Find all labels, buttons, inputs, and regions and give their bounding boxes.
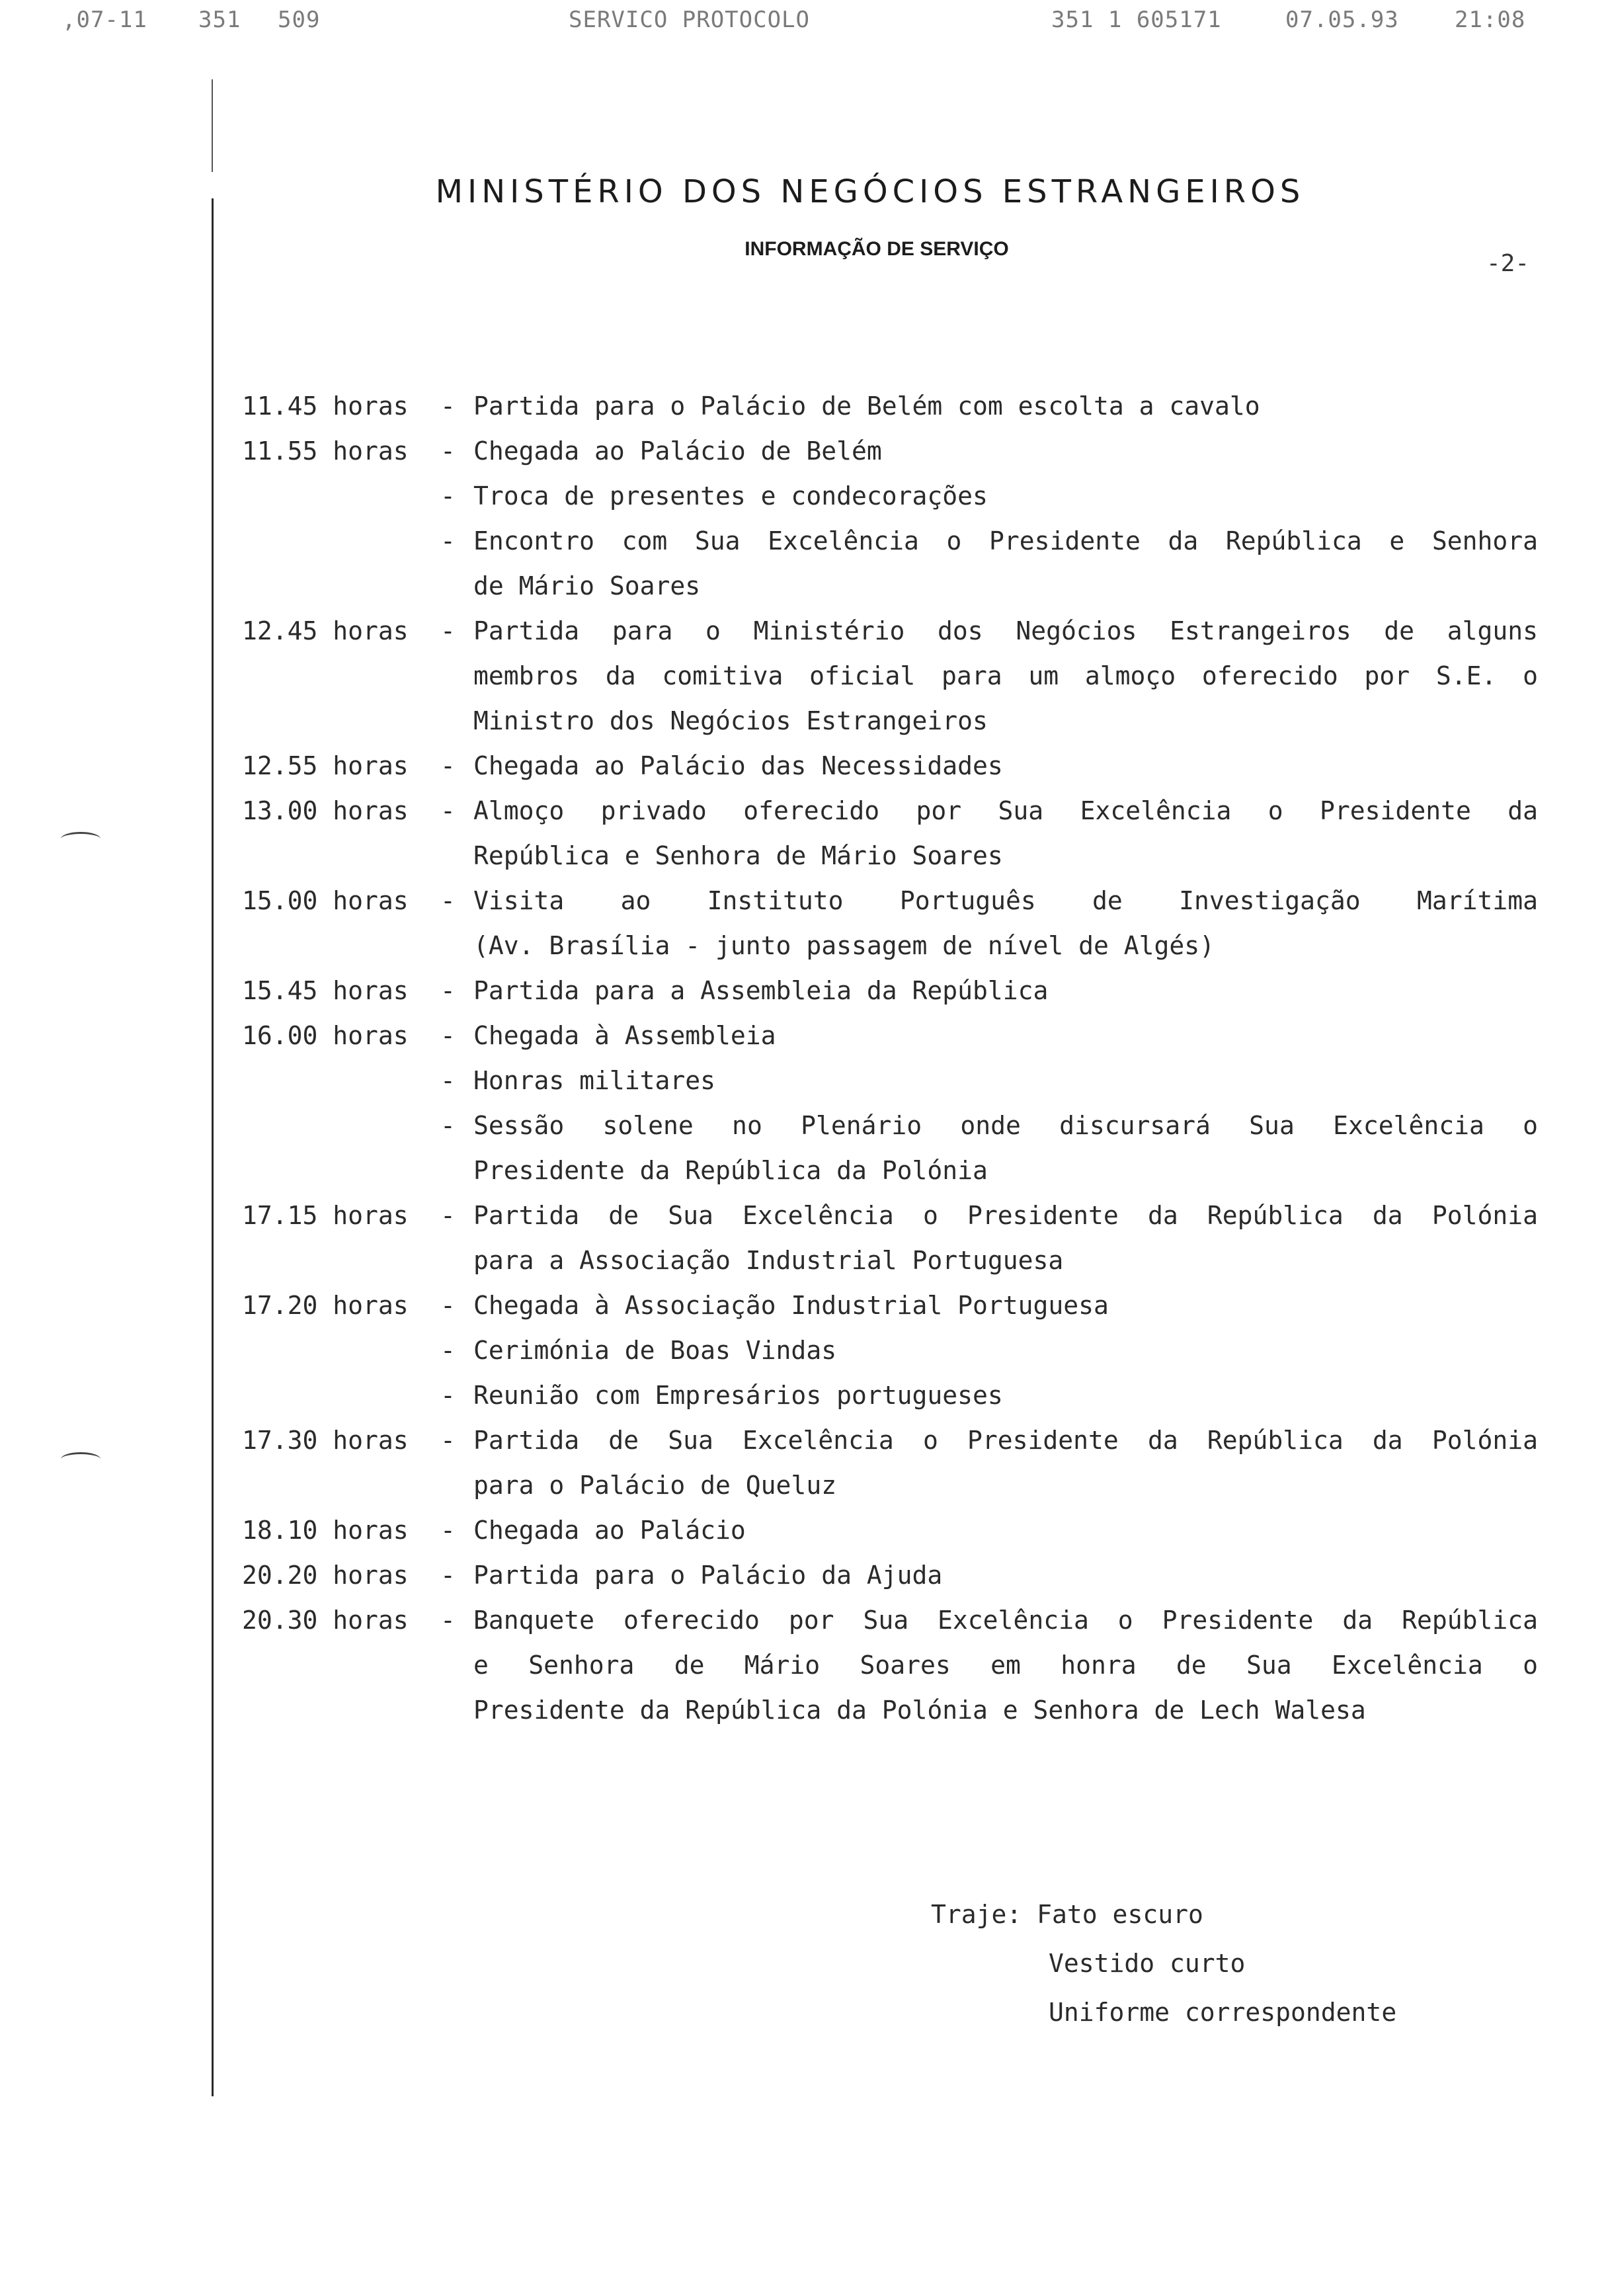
entry-dash: - <box>440 391 456 421</box>
entry-description <box>473 968 1538 1013</box>
entry-line: Ministro dos Negócios Estrangeiros <box>473 706 988 735</box>
schedule-entry <box>242 1373 1538 1418</box>
entry-description <box>473 608 1538 743</box>
entry-dash: - <box>440 1291 456 1320</box>
entry-line: Chegada à Assembleia <box>473 1021 776 1050</box>
entry-description <box>473 1058 1538 1103</box>
schedule-entry <box>242 473 1538 518</box>
schedule-list <box>242 384 1538 1733</box>
dress-code-label: Traje: <box>931 1900 1022 1929</box>
schedule-entry <box>242 1283 1538 1328</box>
entry-line: Partida para o Palácio de Belém com escolta a cavalo <box>473 391 1260 421</box>
margin-rule-top <box>212 79 213 172</box>
entry-time: 15.45 horas <box>242 976 409 1005</box>
schedule-entry <box>242 1508 1538 1553</box>
entry-dash: - <box>440 976 456 1005</box>
entry-line: Troca de presentes e condecorações <box>473 481 988 511</box>
entry-dash: - <box>440 1021 456 1050</box>
entry-dash: - <box>440 1066 456 1095</box>
entry-dash: - <box>440 436 456 466</box>
document-subtitle: INFORMAÇÃO DE SERVIÇO <box>744 238 1009 260</box>
punch-mark <box>61 832 100 846</box>
entry-line: e Senhora de Mário Soares em honra de Sua Excelência o <box>473 1651 1538 1680</box>
entry-dash: - <box>440 616 456 645</box>
entry-line: República e Senhora de Mário Soares <box>473 841 1003 870</box>
entry-dash: - <box>440 1336 456 1365</box>
entry-description <box>473 429 1538 473</box>
entry-dash: - <box>440 1606 456 1635</box>
entry-line: Partida para a Assembleia da República <box>473 976 1049 1005</box>
entry-dash: - <box>440 796 456 825</box>
entry-description <box>473 1328 1538 1373</box>
entry-dash: - <box>440 526 456 555</box>
entry-description <box>473 788 1538 878</box>
entry-line: Chegada ao Palácio <box>473 1516 746 1545</box>
fax-transmission-header <box>0 7 1608 46</box>
ministry-title: MINISTÉRIO DOS NEGÓCIOS ESTRANGEIROS <box>435 173 1305 210</box>
entry-time: 15.00 horas <box>242 886 409 915</box>
entry-time: 12.55 horas <box>242 751 409 780</box>
entry-description <box>473 473 1538 518</box>
dress-code <box>931 1890 1396 2037</box>
entry-description <box>473 878 1538 968</box>
schedule-entry <box>242 743 1538 788</box>
entry-time: 13.00 horas <box>242 796 409 825</box>
schedule-entry <box>242 1193 1538 1283</box>
entry-time: 20.20 horas <box>242 1561 409 1590</box>
entry-description <box>473 384 1538 429</box>
entry-dash: - <box>440 1516 456 1545</box>
entry-time: 17.30 horas <box>242 1426 409 1455</box>
dress-code-item: Uniforme correspondente <box>1049 1998 1397 2027</box>
entry-line: membros da comitiva oficial para um almoço oferecido por S.E. o <box>473 661 1538 690</box>
entry-line: Sessão solene no Plenário onde discursará Sua Excelência o <box>473 1111 1538 1140</box>
schedule-entry <box>242 968 1538 1013</box>
schedule-entry <box>242 518 1538 608</box>
schedule-entry <box>242 1013 1538 1058</box>
entry-line: Presidente da República da Polónia <box>473 1156 988 1185</box>
entry-line: Chegada ao Palácio das Necessidades <box>473 751 1003 780</box>
entry-line: Encontro com Sua Excelência o Presidente da República e Senhora <box>473 526 1538 555</box>
entry-line: Almoço privado oferecido por Sua Excelência o Presidente da <box>473 796 1538 825</box>
entry-time: 12.45 horas <box>242 616 409 645</box>
entry-line: Honras militares <box>473 1066 716 1095</box>
entry-dash: - <box>440 481 456 511</box>
entry-line: Reunião com Empresários portugueses <box>473 1381 1003 1410</box>
schedule-entry <box>242 1598 1538 1733</box>
entry-dash: - <box>440 1561 456 1590</box>
entry-dash: - <box>440 751 456 780</box>
schedule-entry <box>242 1553 1538 1598</box>
schedule-entry <box>242 878 1538 968</box>
entry-line: Presidente da República da Polónia e Senhora de Lech Walesa <box>473 1696 1366 1725</box>
schedule-entry <box>242 429 1538 473</box>
entry-time: 17.15 horas <box>242 1201 409 1230</box>
entry-line: Visita ao Instituto Português de Investigação Marítima <box>473 886 1538 915</box>
schedule-entry <box>242 1058 1538 1103</box>
entry-dash: - <box>440 1201 456 1230</box>
entry-dash: - <box>440 1111 456 1140</box>
fax-time: 21:08 <box>1455 7 1526 33</box>
entry-line: (Av. Brasília - junto passagem de nível de Algés) <box>473 931 1215 960</box>
entry-description <box>473 1193 1538 1283</box>
entry-description <box>473 1508 1538 1553</box>
entry-dash: - <box>440 1381 456 1410</box>
entry-line: Partida para o Palácio da Ajuda <box>473 1561 943 1590</box>
entry-description <box>473 1283 1538 1328</box>
schedule-entry <box>242 1328 1538 1373</box>
entry-time: 17.20 horas <box>242 1291 409 1320</box>
entry-description <box>473 1598 1538 1733</box>
entry-time: 20.30 horas <box>242 1606 409 1635</box>
entry-line: de Mário Soares <box>473 571 701 600</box>
fax-date: 07.05.93 <box>1285 7 1399 33</box>
entry-line: para a Associação Industrial Portuguesa <box>473 1246 1064 1275</box>
schedule-entry <box>242 788 1538 878</box>
entry-time: 18.10 horas <box>242 1516 409 1545</box>
entry-time: 16.00 horas <box>242 1021 409 1050</box>
entry-description <box>473 1103 1538 1193</box>
entry-line: Banquete oferecido por Sua Excelência o Presidente da República <box>473 1606 1538 1635</box>
entry-line: Cerimónia de Boas Vindas <box>473 1336 837 1365</box>
fax-phone-number: 351 1 605171 <box>1051 7 1222 33</box>
schedule-entry <box>242 608 1538 743</box>
margin-rule <box>212 198 214 2096</box>
entry-description <box>473 743 1538 788</box>
fax-number-b: 509 <box>278 7 321 33</box>
entry-line: Partida de Sua Excelência o Presidente da República da Polónia <box>473 1201 1538 1230</box>
entry-description <box>473 1373 1538 1418</box>
fax-sender: SERVICO PROTOCOLO <box>569 7 810 33</box>
entry-time: 11.55 horas <box>242 436 409 466</box>
entry-dash: - <box>440 1426 456 1455</box>
entry-time: 11.45 horas <box>242 391 409 421</box>
page-number: -2- <box>1486 250 1530 277</box>
entry-description <box>473 1013 1538 1058</box>
schedule-entry <box>242 384 1538 429</box>
dress-code-item: Fato escuro <box>1037 1900 1203 1929</box>
entry-description <box>473 1553 1538 1598</box>
fax-number-a: 351 <box>198 7 241 33</box>
dress-code-item: Vestido curto <box>1049 1949 1246 1978</box>
entry-line: Chegada ao Palácio de Belém <box>473 436 882 466</box>
entry-dash: - <box>440 886 456 915</box>
schedule-entry <box>242 1418 1538 1508</box>
punch-mark <box>61 1452 100 1466</box>
entry-line: Partida para o Ministério dos Negócios Estrangeiros de alguns <box>473 616 1538 645</box>
entry-description <box>473 518 1538 608</box>
entry-line: Chegada à Associação Industrial Portuguesa <box>473 1291 1109 1320</box>
schedule-entry <box>242 1103 1538 1193</box>
entry-description <box>473 1418 1538 1508</box>
entry-line: Partida de Sua Excelência o Presidente da República da Polónia <box>473 1426 1538 1455</box>
fax-left-code: ,07-11 <box>62 7 147 33</box>
entry-line: para o Palácio de Queluz <box>473 1471 837 1500</box>
